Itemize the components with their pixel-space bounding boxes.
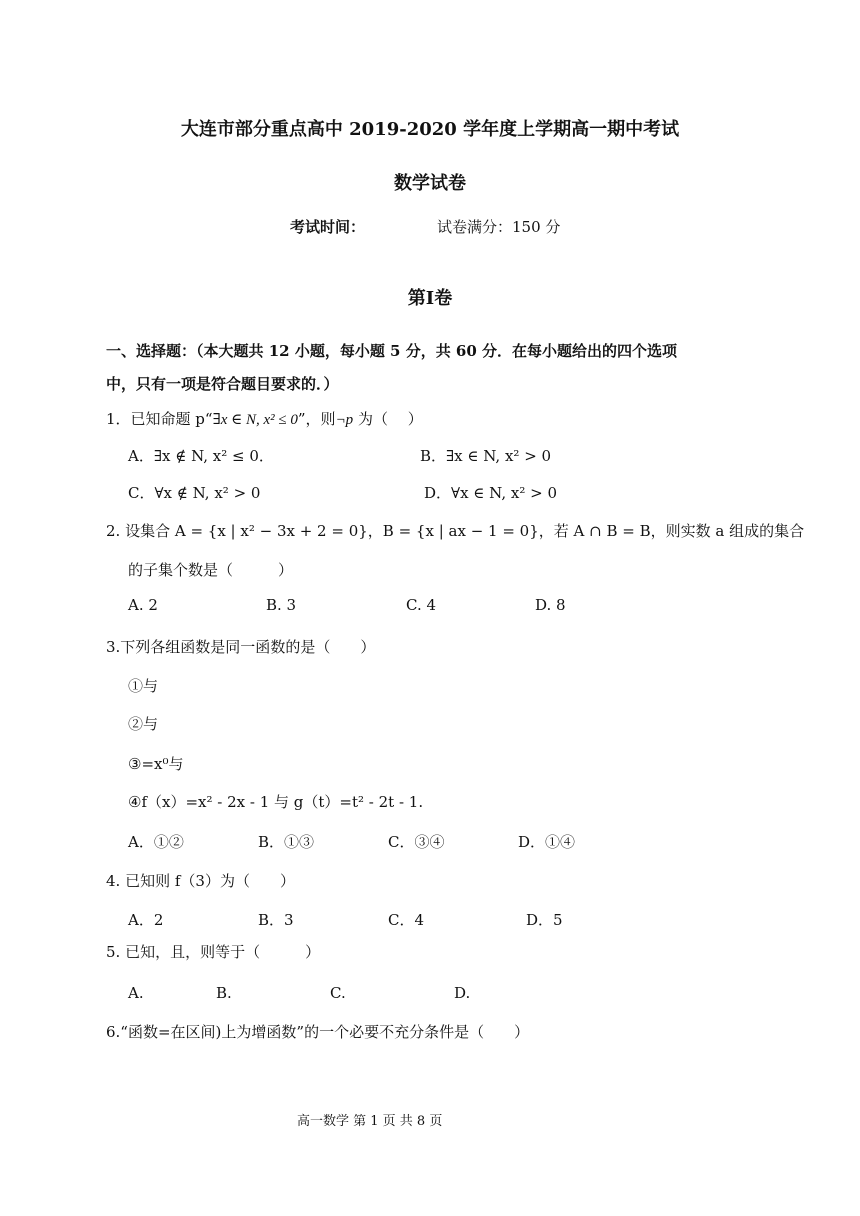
q5-option-d: D. — [454, 984, 471, 1002]
question-2-stem: 2. 设集合 A = {x | x² − 3x + 2 = 0}，B = {x | ax − 1 = 0}，若 A ∩ B = B，则实数 a 组成的集合 — [106, 522, 805, 540]
q1-suffix2: 为（ ） — [353, 410, 423, 428]
page-footer: 高一数学 第 1 页 共 8 页 — [297, 1114, 443, 1129]
q2-option-b: B. 3 — [266, 596, 297, 614]
section-heading-line1: 一、选择题：（本大题共 12 小题，每小题 5 分，共 60 分．在每小题给出的四个选项 — [106, 342, 678, 360]
q3-option-c: C．③④ — [388, 833, 445, 851]
q4-option-a: A．2 — [128, 911, 164, 929]
q5-option-c: C. — [330, 984, 346, 1002]
question-3-stem: 3.下列各组函数是同一函数的是（ ） — [106, 638, 376, 656]
q1-option-d: D．∀x ∈ N, x² > 0 — [424, 484, 558, 502]
q3-option-a: A．①② — [128, 833, 184, 851]
q1-prefix: 1．已知命题 p“ — [106, 410, 213, 428]
q1-formula: ∃x ∈ N, x² ≤ 0 — [212, 412, 298, 428]
exam-time-label: 考试时间： — [290, 218, 366, 236]
q5-option-b: B. — [216, 984, 232, 1002]
q4-option-d: D．5 — [526, 911, 563, 929]
q2-option-d: D. 8 — [535, 596, 566, 614]
exam-title: 大连市部分重点高中 2019-2020 学年度上学期高一期中考试 — [180, 119, 680, 140]
question-2-stem-line2: 的子集个数是（ ） — [128, 561, 294, 579]
q3-option-b: B．①③ — [258, 833, 315, 851]
q2-option-a: A. 2 — [128, 596, 158, 614]
q3-item-3: ③=x⁰与 — [128, 755, 184, 773]
question-4-stem: 4. 已知则 f（3）为（ ） — [106, 872, 295, 890]
question-6-stem: 6.“函数=在区间)上为增函数”的一个必要不充分条件是（ ） — [106, 1023, 530, 1041]
q4-option-b: B．3 — [258, 911, 294, 929]
question-1-stem — [106, 409, 423, 430]
q3-option-d: D．①④ — [518, 833, 576, 851]
q1-option-a: A．∃x ∉ N, x² ≤ 0． — [128, 447, 274, 465]
exam-subtitle: 数学试卷 — [394, 173, 466, 194]
question-5-stem: 5. 已知，且，则等于（ ） — [106, 943, 321, 961]
q1-negation: ¬p — [335, 412, 354, 428]
q1-suffix: ”，则 — [297, 410, 336, 428]
q4-option-c: C．4 — [388, 911, 425, 929]
part-title: 第Ⅰ卷 — [407, 288, 453, 309]
q3-item-4: ④f（x）=x² - 2x - 1 与 g（t）=t² - 2t - 1. — [128, 793, 424, 811]
q3-item-1: ①与 — [128, 677, 159, 695]
full-score: 试卷满分：150 分 — [437, 218, 561, 236]
q1-option-b: B．∃x ∈ N, x² > 0 — [420, 447, 552, 465]
q3-item-2: ②与 — [128, 715, 159, 733]
q2-option-c: C. 4 — [406, 596, 437, 614]
q1-option-c: C．∀x ∉ N, x² > 0 — [128, 484, 261, 502]
section-heading-line2: 中，只有一项是符合题目要求的．） — [106, 375, 339, 393]
q5-option-a: A. — [128, 984, 144, 1002]
